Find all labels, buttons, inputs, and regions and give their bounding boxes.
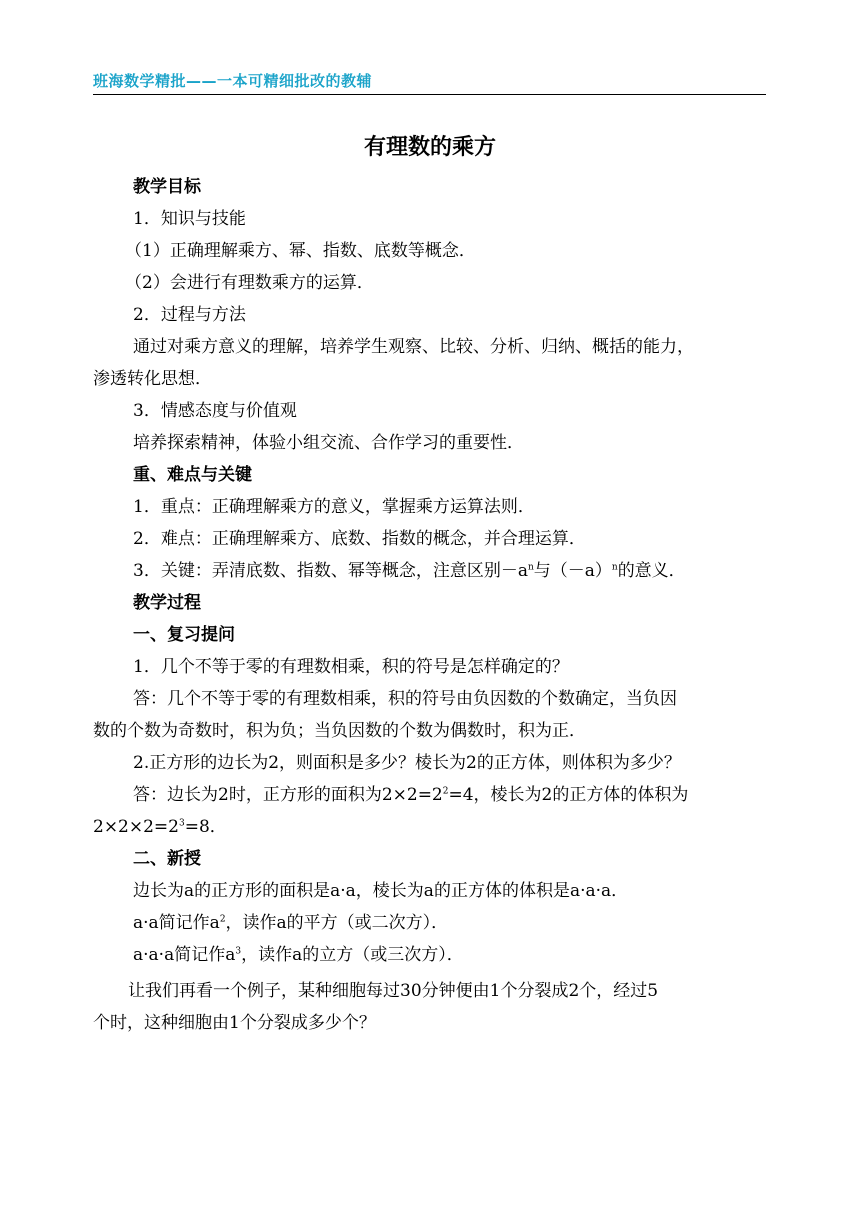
heading-review: 一、复习提问 [133, 625, 235, 645]
goal-1a: （1）正确理解乘方、幂、指数、底数等概念． [125, 241, 476, 261]
superscript-a3: 3 [235, 946, 242, 957]
goal-2-text-line1: 通过对乘方意义的理解，培养学生观察、比较、分析、归纳、概括的能力， [133, 337, 694, 357]
answer-2-part2: =4，棱长为2的正方体的体积为 [448, 785, 689, 805]
goal-3: 3．情感态度与价值观 [133, 401, 297, 421]
heading-key-points: 重、难点与关键 [133, 465, 252, 485]
n3-part2: ，读作a的立方（或三次方）． [241, 945, 464, 965]
superscript-a2: 2 [219, 914, 226, 925]
key-point-3-part1: 3．关键：弄清底数、指数、幂等概念，注意区别－a [133, 561, 528, 581]
heading-new-lesson: 二、新授 [133, 849, 201, 869]
header-text: 班海数学精批——一本可精细批改的教辅 [93, 72, 373, 90]
new-lesson-line1: 边长为a的正方形的面积是a·a，棱长为a的正方体的体积是a·a·a． [133, 881, 629, 901]
goal-1: 1．知识与技能 [133, 209, 246, 229]
key-point-2: 2．难点：正确理解乘方、底数、指数的概念，并合理运算． [133, 529, 586, 549]
n2-part2: ，读作a的平方（或二次方）． [225, 913, 449, 933]
superscript-n-2: n [611, 562, 618, 573]
answer-2-part3: 2×2×2=2 [93, 817, 179, 837]
question-1: 1．几个不等于零的有理数相乘，积的符号是怎样确定的？ [133, 657, 569, 677]
key-point-1: 1．重点：正确理解乘方的意义，掌握乘方运算法则． [133, 497, 535, 517]
goal-2: 2．过程与方法 [133, 305, 246, 325]
answer-1-line2: 数的个数为奇数时，积为负；当负因数的个数为偶数时，积为正． [93, 721, 586, 741]
key-point-3-part2: 与（－a） [533, 561, 612, 581]
superscript-n-1: n [527, 562, 534, 573]
answer-2-part1: 答：边长为2时，正方形的面积为2×2=2 [133, 785, 443, 805]
question-2: 2.正方形的边长为2，则面积是多少？棱长为2的正方体，则体积为多少？ [133, 753, 681, 773]
new-lesson-line3 [133, 943, 813, 967]
heading-goals: 教学目标 [133, 177, 201, 197]
page-header [93, 70, 766, 95]
key-point-3 [133, 559, 813, 583]
n2-part1: a·a简记作a [133, 913, 220, 933]
example-line2: 个时，这种细胞由1个分裂成多少个？ [93, 1013, 376, 1033]
heading-process: 教学过程 [133, 593, 201, 613]
answer-2-part4: =8． [184, 817, 227, 837]
answer-2-line2 [93, 815, 773, 839]
goal-3-text: 培养探索精神，体验小组交流、合作学习的重要性． [133, 433, 524, 453]
goal-1b: （2）会进行有理数乘方的运算． [125, 273, 374, 293]
document-title: 有理数的乘方 [363, 135, 496, 160]
example-line1: 让我们再看一个例子，某种细胞每过30分钟便由1个分裂成2个，经过5 [128, 981, 659, 1001]
superscript-2: 2 [442, 786, 449, 797]
superscript-3: 3 [179, 818, 185, 829]
n3-part1: a·a·a简记作a [133, 945, 236, 965]
goal-2-text-line2: 渗透转化思想． [93, 369, 212, 389]
answer-1-line1: 答：几个不等于零的有理数相乘，积的符号由负因数的个数确定，当负因 [133, 689, 677, 709]
new-lesson-line2 [133, 911, 813, 935]
key-point-3-part3: 的意义． [617, 561, 686, 581]
answer-2-line1 [133, 783, 813, 807]
